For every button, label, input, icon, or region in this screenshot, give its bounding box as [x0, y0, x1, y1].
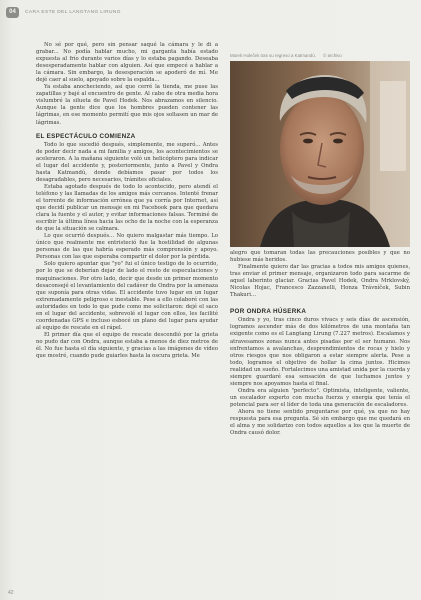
right-column [230, 250, 410, 437]
photo-credit: © archivo [323, 53, 342, 58]
paragraph: Ondra y yo, tras cinco duros vivacs y seis días de ascensión, logramos ascender más de dos kilómetros de una montaña tan exigente como es el Langtang Lirung (7.227 metros). Escalamos y atravesamos zonas nunca antes pisadas por el ser humano. Nos enfrentamos a avalanchas, desprendimientos de rocas y hielo y otros riesgos que nos obligaron a estar siempre alerta. Pese a todo, logramos el objetivo de hollar la cima juntos. Hicimos realidad un sueño. Fortalecimos una amistad unida por la cuerda y siempre guardaré esa sensación de que luchamos juntos y siempre nos apoyamos hasta el final. [230, 317, 410, 387]
paragraph: Todo lo que sucedió después, simplemente, me superó... Antes de poder decir nada a mi familia y amigos, los acontecimientos se aceleraron. A la mañana siguiente voló un helicóptero para indicar el lugar del accidente y, posteriormente, junto a Pavel y Ondra hasta Katmandú, donde debíamos pasar por todos los desagradables, pero necesarios, trámites oficiales. [36, 141, 218, 183]
page-number: 42 [8, 590, 14, 596]
section-heading: EL ESPECTÁCULO COMIENZA [36, 132, 136, 140]
paragraph: alegro que tomaran todas las precauciones posibles y que no hubiese más heridos. [230, 250, 410, 264]
paragraph: Ahora no tiene sentido preguntarse por qué, ya que no hay respuesta para esa pregunta. Sé sin embargo que me quedará en el alma y me solidarizo con todos aquellos a los que la muerte de Ondra causó dolor. [230, 408, 410, 437]
paragraph: Lo que ocurrió después... No quiero malgastar más tiempo. Lo único que realmente me entristeció fue la hostilidad de algunas personas de las que habría esperado más comprensión y apoyo. Personas con las que esperaba compartir el dolor por la pérdida. [36, 233, 218, 261]
section-heading: POR ONDRA HÚSERKA [230, 308, 307, 316]
paragraph: Solo quiero apuntar que "yo" fui el único testigo de lo ocurrido, por lo que se deberían dejar de lado el resto de especulaciones y maquinaciones. Por otro lado, decir que desde un primer momento desaconsejé el levantamiento del cadáver de Ondra por la amenaza que suponía para otras vidas. El accidente tuvo lugar en un lugar extremadamente peligroso e inestable. Pese a ello colaboré con las autoridades en todo lo que pude como me solicitaron: dejé el saco en el lugar del accidente, sobrevolé el lugar con ellos, les facilité coordenadas GPS e incluso esbocé un plano del lugar para ayudar al equipo de rescate en el rápel. [36, 261, 218, 331]
page-header [6, 6, 121, 18]
paragraph: Ondra era alguien "perfecto". Optimista, inteligente, valiente, un escalador experto con mucha fuerza y energía que tenía el potencial para ser el líder de toda una generación de escaladores. [230, 387, 410, 408]
portrait-photo [230, 61, 410, 247]
left-column [36, 42, 218, 360]
paragraph: El primer día que el equipo de rescate descendió por la grieta no pudo dar con Ondra, aunque estaba a menos de diez metros de él. No fue hasta el día siguiente, y gracias a las imágenes de vídeo que mostré, cuando pude guiarles hasta la oscura grieta. Me [36, 331, 218, 360]
running-head: CARA ESTE DEL LANGTANG LIRUNG [25, 9, 121, 15]
photo-caption [230, 53, 342, 58]
section-badge: 04 [6, 7, 19, 18]
paragraph: Ya estaba anocheciendo, así que cerré la tienda, me puse las zapatillas y bajé al encuentro de gente. Al cabo de otra media hora vislumbré la silueta de Pavel Hodek. Nos abrazamos en silencio. Aunque la gente dice que los hombres pueden contener las lágrimas, en ese momento permití que mis ojos soltasen un mar de lágrimas. [36, 84, 218, 126]
paragraph: Estaba agotado después de todo lo acontecido, pero atendí el teléfono y las llamadas de los amigos más cercanos. Intenté frenar el torrente de información errónea que ya corría por Internet, así que decidí publicar un mensaje en mi Facebook para que quedara clara la fuente y el autor, y evitar informaciones falsas. Terminé de escribir la última línea hacia las ocho de la noche con la esperanza de que la situación se calmara. [36, 183, 218, 233]
portrait-illustration [230, 61, 410, 247]
paragraph: Finalmente quiero dar las gracias a todos mis amigos quienes, tras enviar el primer mensaje, organizaron todo para sacarme de aquel laberinto glaciar. Gracias Pavel Hodek, Ondra Mrklovský, Nicolas Hojac, Francesco Zazzanelli, Honza Trávníček, Subin Thakuri... [230, 264, 410, 299]
caption-text: Marek Holeček tras su regreso a Katmandú. [230, 53, 316, 58]
paragraph: No sé por qué, pero sin pensar saqué la cámara y le di a grabar... No podía hablar mucho, mi garganta había estado expuesta al frío durante varios días y lo estaba pagando. Deseaba desesperadamente hablar con alguien. Así que empecé a hablar a la cámara. Sin embargo, la desesperación se apoderó de mí. Me dejé caer al suelo, apoyado sobre la espalda... [36, 42, 218, 84]
